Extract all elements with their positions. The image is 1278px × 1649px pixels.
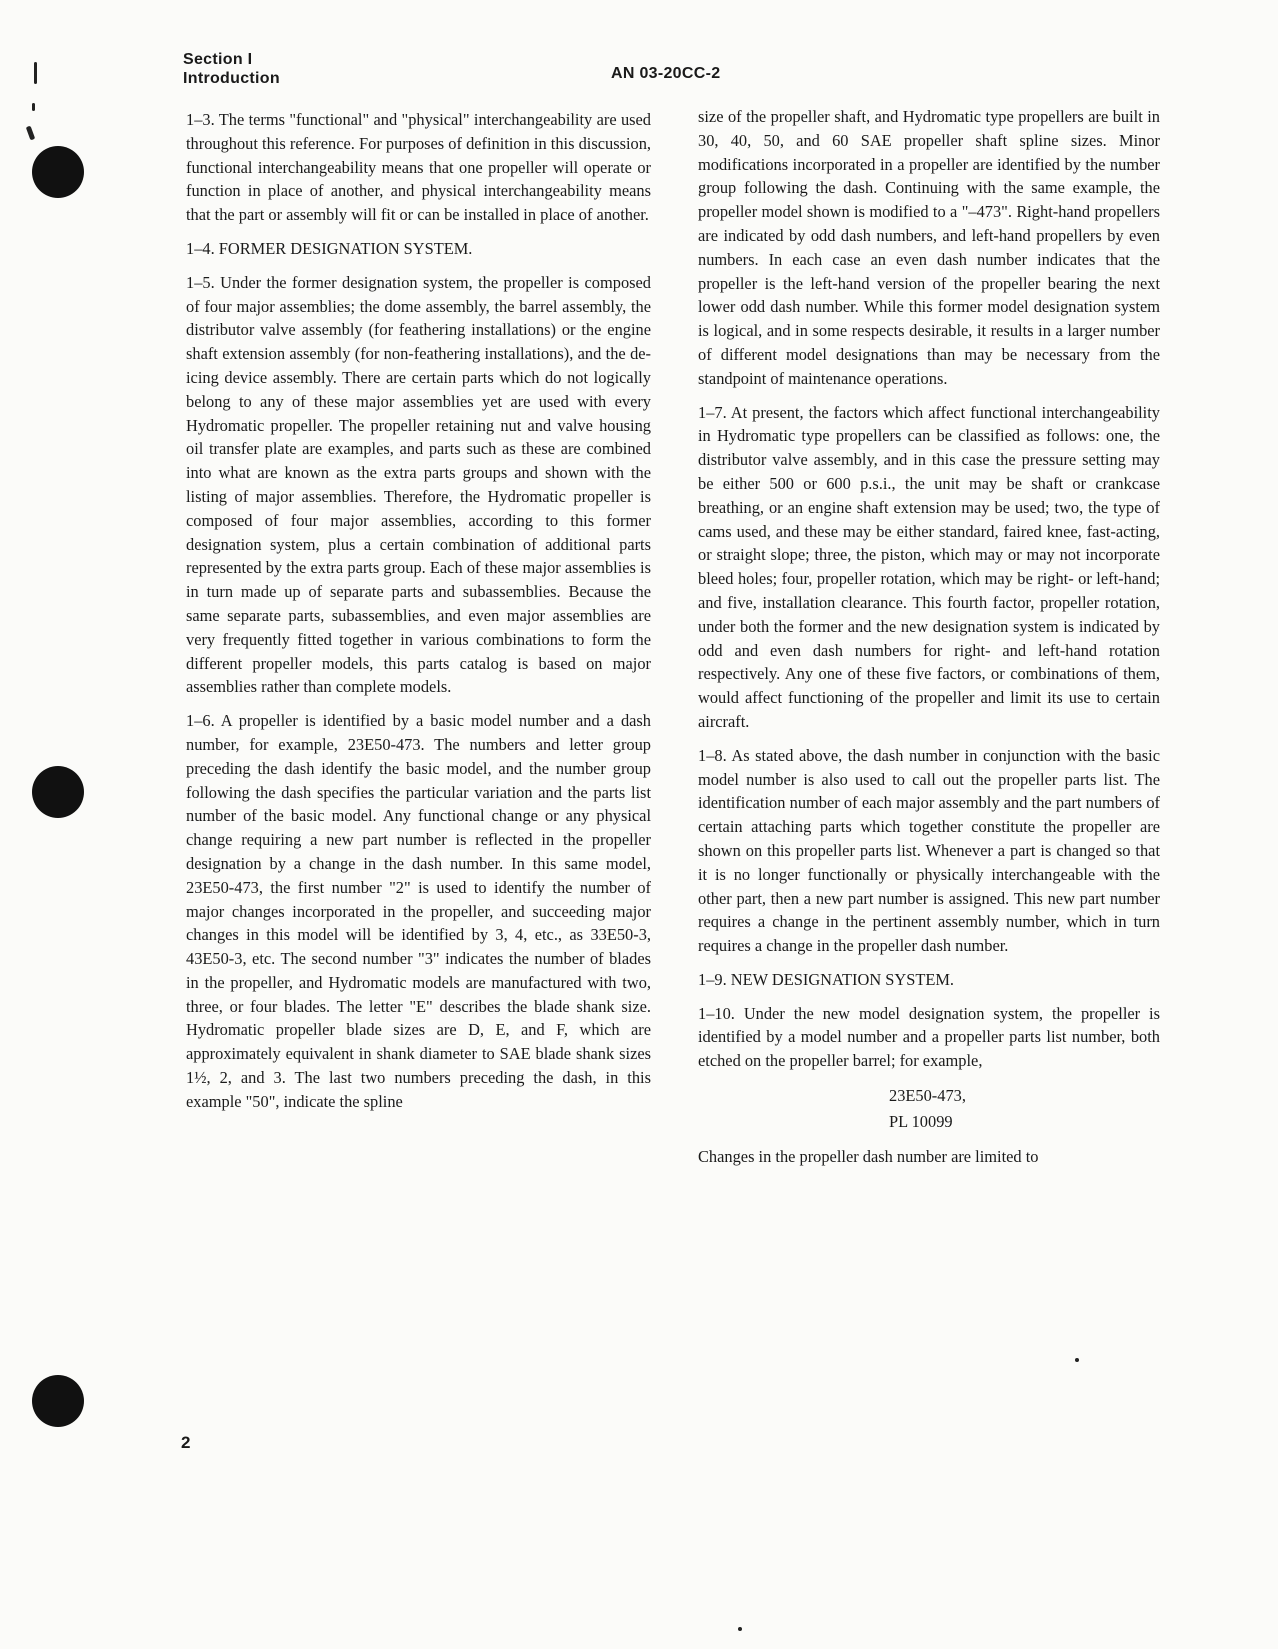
edge-mark xyxy=(32,103,35,111)
right-column xyxy=(698,105,1160,1179)
document-number: AN 03-20CC-2 xyxy=(611,65,721,82)
paragraph-1-3: 1–3. The terms "functional" and "physical" interchangeability are used throughout this reference. For purposes of definition in this discussion, functional interchangeability means that one propeller will operate or function in place of another, and physical interchangeability means that the part or assembly will fit or can be installed in place of another. xyxy=(186,110,651,225)
paragraph-1-10: 1–10. Under the new model designation system, the propeller is identified by a model number and a propeller parts list number, both etched on the propeller barrel; for example, xyxy=(698,1003,1160,1071)
designation-example xyxy=(698,1083,1160,1135)
left-column xyxy=(186,108,651,1124)
paragraph-1-8: 1–8. As stated above, the dash number in conjunction with the basic model number is also used to call out the propeller parts list. The identification number of each major assembly and the part numbers of certain attaching parts which together constitute the propeller are shown on this propeller parts list. Whenever a part is changed so that it is no longer functionally or physically interchangeable with the other part, then a new part number is assigned. This new part number requires a change in the pertinent assembly number, which in turn requires a change in the propeller dash number. xyxy=(698,745,1160,956)
section-label: Section I xyxy=(183,51,253,68)
paragraph-1-5: 1–5. Under the former designation system, the propeller is composed of four major assemblies; the dome assembly, the barrel assembly, the distributor valve assembly (for feathering installations) or the engine shaft extension assembly (for non-feathering installations), and the de-icing device assembly. There are certain parts which do not logically belong to any of these major assemblies yet are used with every Hydromatic propeller. The propeller retaining nut and valve housing oil transfer plate are examples, and parts such as these are combined into what are known as the extra parts groups and shown with the listing of major assemblies. Therefore, the Hydromatic propeller is composed of four major assemblies, according to this former designation system, plus a certain combination of additional parts represented by the extra parts group. Each of these major assemblies is in turn made up of separate parts and subassemblies. Because the same separate parts, subassemblies, and even major assemblies are very frequently fitted together in various combinations to form the different propeller models, this parts catalog is based on major assemblies rather than complete models. xyxy=(186,272,651,697)
binder-hole-top xyxy=(32,146,84,198)
edge-mark xyxy=(34,62,37,84)
binder-hole-bottom xyxy=(32,1375,84,1427)
speck xyxy=(1075,1358,1079,1362)
paragraph-continuation: Changes in the propeller dash number are limited to xyxy=(698,1147,1039,1167)
example-parts-list: PL 10099 xyxy=(889,1112,953,1132)
paragraph-1-6: 1–6. A propeller is identified by a basic model number and a dash number, for example, 23E50-473. The numbers and letter group preceding the dash identify the basic model, and the number group following the dash specifies the particular variation and the parts list number of the basic model. Any functional change or any physical change requiring a new part number is reflected in the propeller designation by a change in the dash number. In this same model, 23E50-473, the first number "2" is used to identify the number of major changes incorporated in the propeller, and succeeding major changes in this model will be identified by 3, 4, etc., as 33E50-3, 43E50-3, etc. The second number "3" indicates the number of blades in the propeller, and Hydromatic models are manufactured with two, three, or four blades. The letter "E" describes the blade shank size. Hydromatic propeller blade sizes are D, E, and F, which are approximately equivalent in shank diameter to SAE blade shank sizes 1½, 2, and 3. The last two numbers preceding the dash, in this example "50", indicate the spline xyxy=(186,711,651,1111)
heading-former-designation: 1–4. FORMER DESIGNATION SYSTEM. xyxy=(186,238,473,258)
speck xyxy=(738,1627,742,1631)
example-model-number: 23E50-473, xyxy=(889,1086,966,1106)
edge-mark xyxy=(26,126,35,141)
page-number: 2 xyxy=(181,1433,191,1452)
section-title: Introduction xyxy=(183,70,280,87)
paragraph-1-6-continued: size of the propeller shaft, and Hydromatic type propellers are built in 30, 40, 50, and 60 SAE propeller shaft spline sizes. Minor modifications incorporated in a propeller are identified by the number group following the dash. Continuing with the same example, the propeller model shown is modified to a "–473". Right-hand propellers are indicated by odd dash numbers, and left-hand propellers by even numbers. In each case an even dash number indicates that the propeller is the left-hand version of the propeller bearing the next lower odd dash number. While this former model designation system is logical, and in some respects desirable, it results in a larger number of different model designations than may be necessary from the standpoint of maintenance operations. xyxy=(698,107,1160,388)
heading-new-designation: 1–9. NEW DESIGNATION SYSTEM. xyxy=(698,969,955,989)
paragraph-1-7: 1–7. At present, the factors which affect functional interchangeability in Hydromatic type propellers can be classified as follows: one, the distributor valve assembly, and in this case the pressure setting may be either 500 or 600 p.s.i., the unit may be shaft or crankcase breathing, or an engine shaft extension may be used; two, the type of cams used, and these may be either standard, faired knee, fast-acting, or straight slope; three, the piston, which may or may not incorporate bleed holes; four, propeller rotation, which may be right- or left-hand; and five, installation clearance. This fourth factor, propeller rotation, under both the former and the new designation system is indicated by odd and even dash numbers for right- and left-hand rotation respectively. Any one of these five factors, or combinations of them, would affect functioning of the propeller and limit its use to certain aircraft. xyxy=(698,402,1160,731)
page-header-section xyxy=(183,50,280,88)
binder-hole-middle xyxy=(32,766,84,818)
